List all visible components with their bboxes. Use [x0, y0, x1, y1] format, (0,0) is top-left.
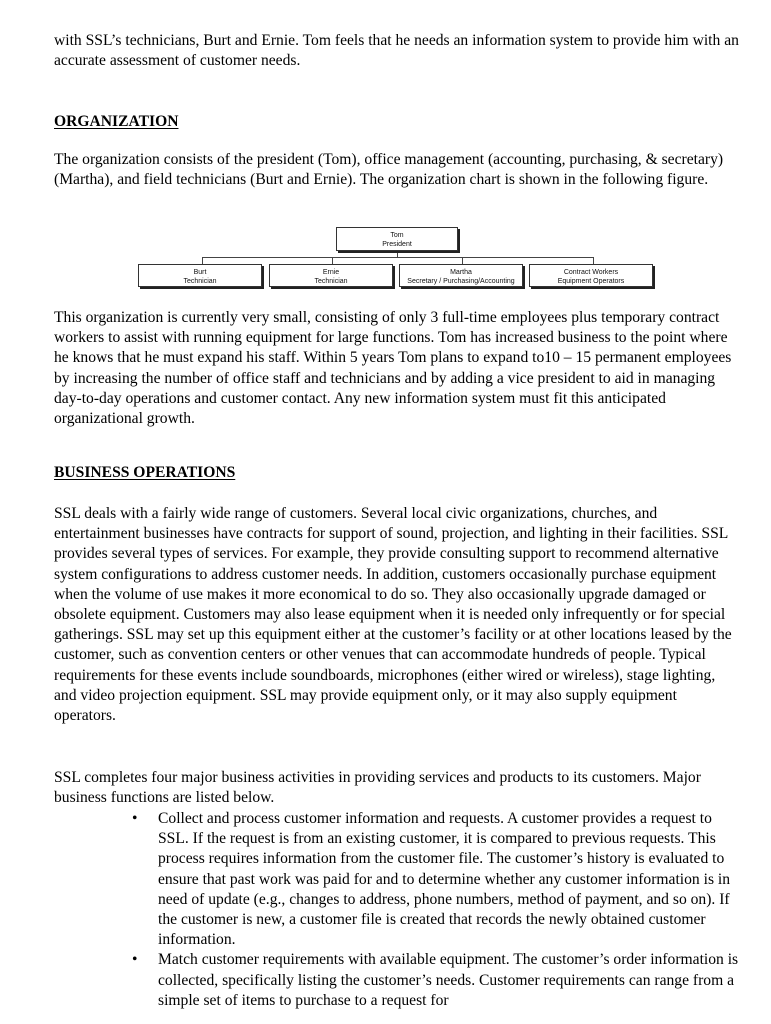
bullet-icon: • [132, 951, 138, 969]
chart-connector-ernie [332, 257, 333, 264]
chart-node-title: Equipment Operators [557, 278, 625, 285]
organization-heading: ORGANIZATION [54, 113, 179, 130]
chart-node-president [336, 227, 458, 251]
chart-connector-contract [593, 257, 594, 264]
chart-node-ernie [269, 264, 393, 287]
chart-node-name: Ernie [322, 269, 340, 276]
chart-node-name: Contract Workers [563, 269, 619, 276]
chart-node-martha [399, 264, 523, 287]
list-item-text: Collect and process customer information and requests. A customer provides a request to SSL. If the request is from an existing customer, it is compared to previous requests. This process requires information from the customer file. The customer’s history is evaluated to ensure that past work was paid for and to determine whether any customer information is in need of update (e.g., changes to address, phone numbers, method of payment, and so on). If the customer is new, a customer file is created that records the newly obtained customer information. [158, 810, 731, 949]
business-paragraph-1: SSL deals with a fairly wide range of customers. Several local civic organizations, churches, and entertainment businesses have contracts for support of sound, projection, and lighting in their facilities. SSL provides several types of services. For example, they provide consulting support to recommend alternative system configurations to address customer needs. In addition, customers occasionally purchase equipment when the volume of use makes it more economical to do so. They also occasionally upgrade damaged or obsolete equipment. Customers may also lease equipment when it is needed only infrequently or for special gatherings. SSL may set up this equipment either at the customer’s facility or at other locations leased by the customer, such as convention centers or other venues that can accommodate hundreds of people. Typical requirements for these events include soundboards, microphones (either wired or wireless), stage lighting, and video projection equipment. SSL may provide equipment only, or it may also supply equipment operators. [54, 505, 732, 725]
list-item [132, 950, 740, 1011]
chart-node-name: Burt [193, 269, 207, 276]
chart-node-title: Secretary / Purchasing/Accounting [407, 278, 515, 285]
chart-node-name: Martha [450, 269, 472, 276]
list-item-text: Match customer requirements with available equipment. The customer’s order information is collected, specifically listing the customer’s needs. Customer requirements can range from a simple set of items to purchase to a request for [158, 951, 739, 1009]
chart-node-name: Tom [390, 232, 404, 239]
chart-connector-burt [202, 257, 203, 264]
chart-connector-horizontal [202, 257, 594, 258]
intro-paragraph: with SSL’s technicians, Burt and Ernie. Tom feels that he needs an information system to provide him with an accurate assessment of customer needs. [54, 32, 739, 70]
list-item [132, 809, 740, 950]
bullet-icon: • [132, 810, 138, 827]
business-paragraph-2: SSL completes four major business activities in providing services and products to its customers. Major business functions are listed below. [54, 769, 701, 807]
chart-node-contract-workers [529, 264, 653, 287]
chart-node-burt [138, 264, 262, 287]
chart-connector-vertical [397, 251, 398, 258]
business-functions-list [132, 809, 740, 1011]
business-operations-heading: BUSINESS OPERATIONS [54, 464, 236, 481]
chart-node-title: Technician [183, 278, 217, 285]
organization-paragraph-2: This organization is currently very small, consisting of only 3 full-time employees plus temporary contract workers to assist with running equipment for large functions. Tom has increased business to the point where he knows that he must expand his staff. Within 5 years Tom plans to expand to10 – 15 permanent employees by increasing the number of office staff and technicians and by adding a vice president to aid in managing day-to-day operations and customer contact. Any new information system must fit this anticipated organizational growth. [54, 309, 732, 428]
chart-node-title: Technician [314, 278, 348, 285]
chart-connector-martha [462, 257, 463, 264]
organization-paragraph-1: The organization consists of the president (Tom), office management (accounting, purchasing, & secretary) (Martha), and field technicians (Burt and Ernie). The organization chart is shown in the following figure. [54, 151, 724, 189]
chart-node-title: President [382, 241, 412, 248]
